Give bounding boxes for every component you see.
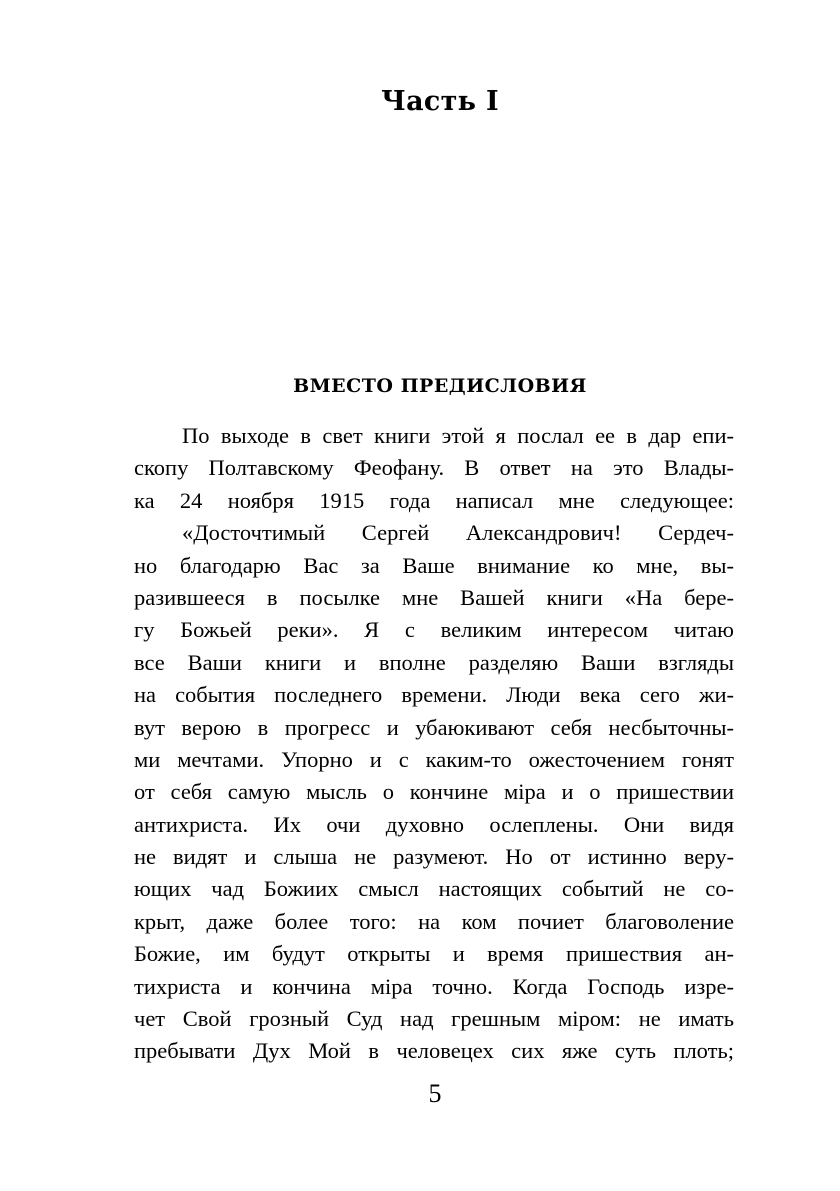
text-line: чет Свой грозный Суд над грешным міром: не имать xyxy=(134,1006,734,1032)
body-text xyxy=(134,420,734,1068)
text-line: Божие, им будут открыты и время пришествия ан- xyxy=(134,941,734,967)
text-line: не видят и слыша не разумеют. Но от истинно веру- xyxy=(134,844,734,870)
text-line: «Досточтимый Сергей Александрович! Сердеч- xyxy=(182,520,734,546)
text-line: ми мечтами. Упорно и с каким-то ожесточением гонят xyxy=(134,746,734,772)
text-line: все Ваши книги и вполне разделяю Ваши взгляды xyxy=(134,649,734,675)
text-line: но благодарю Вас за Ваше внимание ко мне, вы- xyxy=(134,552,734,578)
text-line: тихриста и кончина міра точно. Когда Господь изре- xyxy=(134,973,734,999)
text-line: от себя самую мысль о кончине міра и о пришествии xyxy=(134,779,734,805)
text-line: вут верою в прогресс и убаюкивают себя несбыточны- xyxy=(134,714,734,740)
section-title: ВМЕСТО ПРЕДИСЛОВИЯ xyxy=(293,375,587,397)
text-line: антихриста. Их очи духовно ослеплены. Они видя xyxy=(134,811,734,837)
text-line: гу Божьей реки». Я с великим интересом читаю xyxy=(134,617,734,643)
page-number: 5 xyxy=(428,1079,442,1108)
text-line: По выходе в свет книги этой я послал ее в дар епи- xyxy=(182,423,734,448)
text-line: скопу Полтавскому Феофану. В ответ на это Влады- xyxy=(134,455,734,481)
text-line: пребывати Дух Мой в человецех сих яже суть плоть; xyxy=(134,1038,734,1064)
part-title: Часть I xyxy=(381,86,499,117)
text-line: на события последнего времени. Люди века сего жи- xyxy=(134,682,734,708)
text-line: разившееся в посылке мне Вашей книги «На бере- xyxy=(134,584,734,610)
text-line: ющих чад Божиих смысл настоящих событий не со- xyxy=(134,876,734,902)
text-line: крыт, даже более того: на ком почиет благоволение xyxy=(134,908,734,934)
text-line: ка 24 ноября 1915 года написал мне следующее: xyxy=(134,487,734,513)
